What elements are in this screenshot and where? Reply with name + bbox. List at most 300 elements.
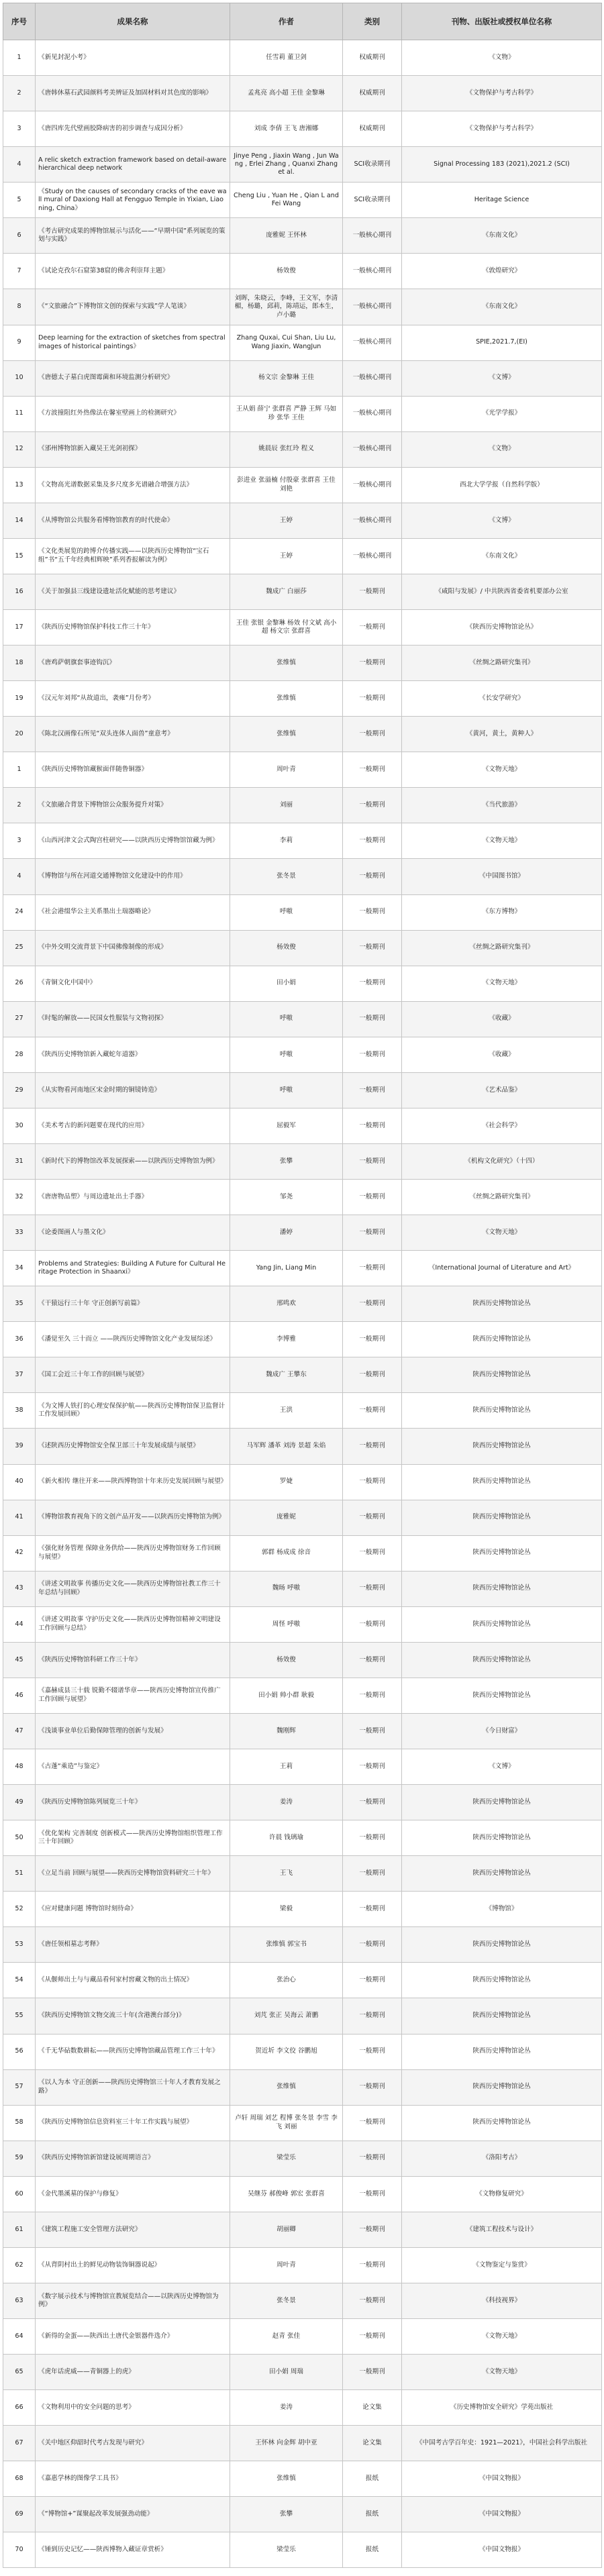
row-category: 权威期刊: [343, 40, 402, 76]
row-category: 一般期刊: [343, 2176, 402, 2212]
row-category: 一般期刊: [343, 894, 402, 930]
table-body: [3, 40, 602, 2568]
row-author: 杨文宗 金黎琳 王佳: [230, 360, 343, 396]
row-author: 贺近圻 李文佼 谷鹏旭: [230, 2034, 343, 2069]
header-row: [3, 3, 602, 40]
row-number: 3: [3, 823, 36, 859]
row-category: 一般期刊: [343, 823, 402, 859]
row-title: 《建筑工程施工安全管理方法研究》: [36, 2212, 230, 2247]
header-number: 序号: [3, 3, 36, 40]
row-number: 17: [3, 610, 36, 646]
row-publisher: 陕西历史博物馆论丛: [402, 2034, 602, 2069]
table-row: [3, 823, 602, 859]
table-row: [3, 1429, 602, 1464]
row-title: 《时髦的解放——民国女性服装与文物初探》: [36, 1001, 230, 1037]
row-publisher: 《文物》: [402, 40, 602, 76]
table-row: [3, 2212, 602, 2247]
table-row: [3, 1286, 602, 1322]
row-publisher: 《洛阳考古》: [402, 2141, 602, 2176]
row-title: 《陕西历史博物馆新入藏蛇年道器》: [36, 1037, 230, 1072]
row-category: 一般期刊: [343, 1785, 402, 1820]
row-title: 《论委图画人与墨文化》: [36, 1215, 230, 1251]
row-category: 报纸: [343, 2461, 402, 2497]
row-category: 一般期刊: [343, 2034, 402, 2069]
row-title: 《陕西历史博物馆信息资料室三十年工作实践与展望》: [36, 2105, 230, 2141]
row-title: 《唐鸡萨朝旗套事迹钩沉》: [36, 646, 230, 681]
row-title: 《锤到历史记忆——陕西博物入藏证章赏析》: [36, 2532, 230, 2568]
row-author: 张攀: [230, 2497, 343, 2532]
row-publisher: 《陕西历史博物馆论丛》: [402, 610, 602, 646]
row-number: 5: [3, 183, 36, 218]
row-title: 《“博物馆+”谋聚起改革发展强劲动能》: [36, 2497, 230, 2532]
row-title: 《唐四库先代壁画胶降病害的初步调查与成因分析》: [36, 111, 230, 147]
row-author: 田小娟: [230, 966, 343, 1001]
row-title: 《讲述文明故事 传播历史文化——陕西历史博物馆社教工作三十年总结与回顾》: [36, 1571, 230, 1606]
row-category: 一般核心期刊: [343, 431, 402, 467]
row-author: 张维慎: [230, 2069, 343, 2105]
row-number: 45: [3, 1642, 36, 1678]
row-title: A relic sketch extraction framework based on detail-aware hierarchical deep network: [36, 147, 230, 183]
row-category: 一般核心期刊: [343, 360, 402, 396]
table-row: [3, 1180, 602, 1215]
row-author: 王从娟 薛宁 张群喜 严静 王辉 马如珍 张华 王佳: [230, 396, 343, 431]
row-author: 王佳 张银 金黎琳 杨效 付文斌 高小超 杨文宗 张群喜: [230, 610, 343, 646]
row-title: 《陕西历史博物馆文物交流三十年(含港澳台部分)》: [36, 1998, 230, 2034]
row-publisher: 《历史博物馆安全研究》学苑出版社: [402, 2390, 602, 2426]
row-publisher: 陕西历史博物馆论丛: [402, 2105, 602, 2141]
row-category: 论文集: [343, 2390, 402, 2426]
table-row: [3, 2426, 602, 2461]
row-number: 29: [3, 1072, 36, 1108]
row-category: 一般期刊: [343, 1143, 402, 1179]
row-publisher: 《文物天地》: [402, 1215, 602, 1251]
row-publisher: 《收藏》: [402, 1001, 602, 1037]
row-publisher: 《中国文物报》: [402, 2532, 602, 2568]
row-title: 《干猿远行三十年 守正创新写前篇》: [36, 1286, 230, 1322]
row-publisher: 陕西历史博物馆论丛: [402, 1464, 602, 1500]
row-number: 65: [3, 2355, 36, 2390]
row-title: 《唐唐物品塑》与周边遗址出土手器》: [36, 1180, 230, 1215]
row-number: 43: [3, 1571, 36, 1606]
row-publisher: 陕西历史博物馆论丛: [402, 1963, 602, 1998]
row-title: 《为文博人铁打的心理安保保护航——陕西历史博物馆保卫监督计工作发展回顾》: [36, 1393, 230, 1429]
row-author: 张冬景: [230, 859, 343, 894]
row-number: 35: [3, 1286, 36, 1322]
table-row: [3, 859, 602, 894]
row-author: 田小娟 周瑞: [230, 2355, 343, 2390]
table-row: [3, 1678, 602, 1713]
table-row: [3, 681, 602, 717]
row-title: 《浅谈事业单位后勤保障管理的创新与发展》: [36, 1713, 230, 1749]
table-row: [3, 1215, 602, 1251]
row-author: 庞雅妮: [230, 1500, 343, 1535]
row-category: 一般核心期刊: [343, 396, 402, 431]
row-title: 《邠州博物馆新入藏吴王光剑初探》: [36, 431, 230, 467]
row-title: 《社会港缀华公主关系墨出土瑞器略论》: [36, 894, 230, 930]
row-author: 马军辉 潘革 刘涛 景超 朱焰: [230, 1429, 343, 1464]
row-publisher: 《科技视界》: [402, 2283, 602, 2318]
row-publisher: 《东南文化》: [402, 218, 602, 254]
table-row: [3, 1892, 602, 1927]
row-publisher: 陕西历史博物馆论丛: [402, 1785, 602, 1820]
row-title: 《从偃师出土与与藏品看何家村窖藏文物的出土情况》: [36, 1963, 230, 1998]
table-row: [3, 574, 602, 609]
table-row: [3, 1927, 602, 1963]
row-category: 一般期刊: [343, 2212, 402, 2247]
row-category: 一般期刊: [343, 574, 402, 609]
table-row: [3, 788, 602, 823]
row-title: 《考古研究成果的博物馆展示与活化——“早期中国”系列展览的策划与实践》: [36, 218, 230, 254]
row-publisher: 《中国文物报》: [402, 2497, 602, 2532]
row-title: 《陈北汉画像石所见“双头连体人面兽”童意考》: [36, 717, 230, 752]
table-row: [3, 1571, 602, 1606]
row-title: 《汉元年刘邦“从故道出，袭雍”月份考》: [36, 681, 230, 717]
row-number: 31: [3, 1143, 36, 1179]
row-category: 一般期刊: [343, 1892, 402, 1927]
row-number: 49: [3, 1785, 36, 1820]
row-category: 一般期刊: [343, 1037, 402, 1072]
row-title: 《唐德太子墓白虎图霉菌和环境监测分析研究》: [36, 360, 230, 396]
row-title: 《山西河津文会式陶宫柱研究——以陕西历史博物馆馆藏为例》: [36, 823, 230, 859]
row-category: 一般期刊: [343, 1856, 402, 1892]
row-author: 周叶青: [230, 752, 343, 788]
row-author: 赵青 张佳: [230, 2319, 343, 2355]
row-publisher: 《文物保护与考古科学》: [402, 76, 602, 111]
row-author: 李博雅: [230, 1322, 343, 1357]
table-row: [3, 396, 602, 431]
row-number: 67: [3, 2426, 36, 2461]
row-author: 张维慎: [230, 681, 343, 717]
row-title: 《新得的金蛋——陕西出土唐代金银器件选介》: [36, 2319, 230, 2355]
row-number: 8: [3, 289, 36, 325]
row-author: 张维慎: [230, 646, 343, 681]
row-publisher: 《东南文化》: [402, 289, 602, 325]
row-publisher: 《敦煌研究》: [402, 254, 602, 289]
row-category: 一般期刊: [343, 1642, 402, 1678]
table-row: [3, 610, 602, 646]
row-publisher: 《International Journal of Literature and Art》: [402, 1251, 602, 1286]
row-author: 张冬景: [230, 2283, 343, 2318]
row-author: 王怀林 向金辉 胡中亚: [230, 2426, 343, 2461]
row-publisher: 《艺术品鉴》: [402, 1072, 602, 1108]
row-publisher: 《机构文化研究》（十四）: [402, 1143, 602, 1179]
row-publisher: 《咸阳与发展》/ 中共陕西省委省机要部办公室: [402, 574, 602, 609]
row-publisher: SPIE,2021.7,(EI): [402, 325, 602, 360]
row-author: 张维慎: [230, 2461, 343, 2497]
row-author: 王婷: [230, 538, 343, 574]
row-number: 6: [3, 218, 36, 254]
row-number: 44: [3, 1606, 36, 1642]
table-row: [3, 183, 602, 218]
table-row: [3, 2390, 602, 2426]
row-number: 4: [3, 147, 36, 183]
row-number: 46: [3, 1678, 36, 1713]
row-number: 54: [3, 1963, 36, 1998]
row-number: 9: [3, 325, 36, 360]
row-publisher: 《中国考古学百年史：1921—2021》，中国社会科学出版社: [402, 2426, 602, 2461]
table-row: [3, 1251, 602, 1286]
row-publisher: 陕西历史博物馆论丛: [402, 1429, 602, 1464]
row-publisher: 陕西历史博物馆论丛: [402, 1820, 602, 1856]
table-row: [3, 930, 602, 966]
row-category: 一般期刊: [343, 966, 402, 1001]
header-publisher: 刊物、出版社或授权单位名称: [402, 3, 602, 40]
row-title: 《关于加强县三线建设遗址活化赋能的思考建议》: [36, 574, 230, 609]
table-row: [3, 2532, 602, 2568]
row-title: 《新火相传 继往开来——陕西博物馆十年来历史发展回顾与展望》: [36, 1464, 230, 1500]
row-number: 25: [3, 930, 36, 966]
table-row: [3, 2069, 602, 2105]
table-row: [3, 1606, 602, 1642]
row-title: 《嘉惠学林的图像学工具书》: [36, 2461, 230, 2497]
row-title: 《从博物馆公共服务看博物馆教育的时代使命》: [36, 503, 230, 538]
table-row: [3, 1393, 602, 1429]
table-row: [3, 1713, 602, 1749]
row-title: 《陕西历史博物馆新馆建设展周期语言》: [36, 2141, 230, 2176]
row-number: 57: [3, 2069, 36, 2105]
row-publisher: 陕西历史博物馆论丛: [402, 1678, 602, 1713]
table-row: [3, 966, 602, 1001]
row-category: 一般期刊: [343, 1072, 402, 1108]
row-number: 38: [3, 1393, 36, 1429]
header-category: 类别: [343, 3, 402, 40]
row-author: 呼嗷: [230, 894, 343, 930]
row-category: 一般期刊: [343, 1820, 402, 1856]
row-category: 一般核心期刊: [343, 467, 402, 503]
row-publisher: 《光学学报》: [402, 396, 602, 431]
row-number: 48: [3, 1749, 36, 1785]
row-category: 一般期刊: [343, 1251, 402, 1286]
row-category: 一般期刊: [343, 1357, 402, 1393]
row-category: 一般期刊: [343, 1001, 402, 1037]
header-author: 作者: [230, 3, 343, 40]
row-author: 潘婷: [230, 1215, 343, 1251]
row-author: 卢轩 周瑞 刘艺 程博 张冬景 李雪 李飞 刘丽: [230, 2105, 343, 2141]
row-title: 《陕西历史博物馆陈列展览三十年》: [36, 1785, 230, 1820]
row-author: 梁莹乐: [230, 2532, 343, 2568]
row-author: 周叶青: [230, 2247, 343, 2283]
row-number: 36: [3, 1322, 36, 1357]
row-publisher: 陕西历史博物馆论丛: [402, 1927, 602, 1963]
row-category: 一般期刊: [343, 1429, 402, 1464]
row-publisher: 陕西历史博物馆论丛: [402, 1642, 602, 1678]
row-author: Jinye Peng , Jiaxin Wang , Jun Wang , Erlei Zhang , Quanxi Zhang et al.: [230, 147, 343, 183]
row-author: 邹尧: [230, 1180, 343, 1215]
row-category: 论文集: [343, 2426, 402, 2461]
row-author: 胡丽卿: [230, 2212, 343, 2247]
row-number: 50: [3, 1820, 36, 1856]
row-author: 梁毅: [230, 1892, 343, 1927]
row-number: 55: [3, 1998, 36, 2034]
row-category: 报纸: [343, 2497, 402, 2532]
row-author: 李莉: [230, 823, 343, 859]
table-row: [3, 111, 602, 147]
table-row: [3, 147, 602, 183]
table-row: [3, 2141, 602, 2176]
row-author: 魏成广 白丽莎: [230, 574, 343, 609]
table-row: [3, 40, 602, 76]
row-publisher: Signal Processing 183 (2021),2021.2 (SCI): [402, 147, 602, 183]
row-number: 63: [3, 2283, 36, 2318]
row-category: 一般期刊: [343, 1998, 402, 2034]
row-publisher: 《收藏》: [402, 1037, 602, 1072]
row-title: Problems and Strategies: Building A Future for Cultural Heritage Protection in Shaanxi》: [36, 1251, 230, 1286]
row-title: 《嘉赫成县三十载 锐勤不辍谱华章——陕西历史博物馆宣传推广工作回顾与展望》: [36, 1678, 230, 1713]
row-author: 刘晖，朱晓云，李峰，王文军，李清楣，杨璐，邱莉，陈靖运，郎本生，卢小璐: [230, 289, 343, 325]
row-publisher: 陕西历史博物馆论丛: [402, 1535, 602, 1571]
row-publisher: 《当代旅游》: [402, 788, 602, 823]
row-author: 姚晨辰 张红玲 程义: [230, 431, 343, 467]
row-category: 一般期刊: [343, 1963, 402, 1998]
row-publisher: 《东方博物》: [402, 894, 602, 930]
table-row: [3, 538, 602, 574]
row-title: 《唐任领相墓志考释》: [36, 1927, 230, 1963]
row-number: 52: [3, 1892, 36, 1927]
row-number: 69: [3, 2497, 36, 2532]
row-author: 张攀: [230, 1143, 343, 1179]
row-author: Zhang Quxai, Cui Shan, Liu Lu, Wang Jiaxin, WangJun: [230, 325, 343, 360]
row-author: 魏旸 呼嗷: [230, 1571, 343, 1606]
row-title: 《新时代下的博物馆改革发展探索——以陕西历史博物馆为例》: [36, 1143, 230, 1179]
row-category: 一般期刊: [343, 1180, 402, 1215]
row-title: 《新见封泥小考》: [36, 40, 230, 76]
row-number: 68: [3, 2461, 36, 2497]
achievements-table: [3, 3, 602, 2568]
row-title: 《数字展示技术与博物馆宣教展览结合——以陕西历史博物馆为例》: [36, 2283, 230, 2318]
row-publisher: 陕西历史博物馆论丛: [402, 1998, 602, 2034]
row-publisher: 《黄河，黄土，黄种人》: [402, 717, 602, 752]
table-row: [3, 1998, 602, 2034]
row-title: 《优化架构 完善制度 创新模式——陕西历史博物馆组织管理工作三十年回顾》: [36, 1820, 230, 1856]
row-title: 《青铜文化中国中》: [36, 966, 230, 1001]
table-row: [3, 1856, 602, 1892]
table-row: [3, 289, 602, 325]
row-title: 《从实物看河南地区宋金时期的铜镜铸造》: [36, 1072, 230, 1108]
table-row: [3, 2105, 602, 2141]
row-number: 61: [3, 2212, 36, 2247]
row-publisher: 《文物保护与考古科学》: [402, 111, 602, 147]
row-category: 一般期刊: [343, 2141, 402, 2176]
row-publisher: 《今日财富》: [402, 1713, 602, 1749]
row-title: 《中外交明交流背景下中国佛像制像的形成》: [36, 930, 230, 966]
row-number: 13: [3, 467, 36, 503]
row-title: 《文物高光谱数据采集及多尺度多光谱融合增强方法》: [36, 467, 230, 503]
table-row: [3, 646, 602, 681]
row-publisher: 《文博》: [402, 503, 602, 538]
row-title: 《述陕西历史博物馆安全保卫部三十年发展成绩与展望》: [36, 1429, 230, 1464]
row-author: 张维慎: [230, 717, 343, 752]
row-author: 彭进业 张溢楠 付殷豪 张群喜 王佳 刘艳: [230, 467, 343, 503]
row-publisher: 西北大学学报（自然科学版）: [402, 467, 602, 503]
row-title: 《千无华砧数数耕耘——陕西历史博物馆藏品管理工作三十年》: [36, 2034, 230, 2069]
row-title: 《文物利用中的安全问题的思考》: [36, 2390, 230, 2426]
table-row: [3, 1037, 602, 1072]
row-title: 《虎年话虎威——青铜器上的虎》: [36, 2355, 230, 2390]
row-category: 一般期刊: [343, 1713, 402, 1749]
row-title: 《方波撞阻红外热像法在馨室壁画上的检测研究》: [36, 396, 230, 431]
row-number: 16: [3, 574, 36, 609]
row-number: 53: [3, 1927, 36, 1963]
row-title: 《强化财务管理 保障业务供给——陕西历史博物馆财务工作回顾与展望》: [36, 1535, 230, 1571]
table-row: [3, 1072, 602, 1108]
row-number: 59: [3, 2141, 36, 2176]
row-category: 一般核心期刊: [343, 538, 402, 574]
row-author: 王飞: [230, 1856, 343, 1892]
row-publisher: 《东南文化》: [402, 538, 602, 574]
row-title: 《美术考古的新问题要在现代的应用》: [36, 1108, 230, 1143]
row-category: 一般期刊: [343, 2247, 402, 2283]
row-title: 《陕西历史博物馆藏猴面伴随鲁铜器》: [36, 752, 230, 788]
row-number: 10: [3, 360, 36, 396]
row-title: 《国工会近三十年工作的回顾与展望》: [36, 1357, 230, 1393]
row-number: 2: [3, 788, 36, 823]
table-row: [3, 1143, 602, 1179]
row-author: Cheng Liu , Yuan He , Qian L and Fei Wang: [230, 183, 343, 218]
table-row: [3, 325, 602, 360]
row-publisher: 《文物鉴定与鉴赏》: [402, 2247, 602, 2283]
row-category: 一般期刊: [343, 1215, 402, 1251]
table-row: [3, 1001, 602, 1037]
row-title: 《从背阴村出土的鲜见动物装饰铜器说起》: [36, 2247, 230, 2283]
row-number: 11: [3, 396, 36, 431]
row-number: 1: [3, 40, 36, 76]
row-author: 姜涛: [230, 1785, 343, 1820]
row-publisher: 《丝绸之路研究集刊》: [402, 1180, 602, 1215]
row-publisher: 陕西历史博物馆论丛: [402, 1322, 602, 1357]
row-author: 郭群 杨成成 徐音: [230, 1535, 343, 1571]
row-number: 7: [3, 254, 36, 289]
row-publisher: 陕西历史博物馆论丛: [402, 1856, 602, 1892]
row-author: 罗婕: [230, 1464, 343, 1500]
row-author: 刘成 李倩 王飞 唐湘娜: [230, 111, 343, 147]
row-number: 24: [3, 894, 36, 930]
table-row: [3, 254, 602, 289]
row-number: 58: [3, 2105, 36, 2141]
table-row: [3, 2497, 602, 2532]
row-category: 一般期刊: [343, 1500, 402, 1535]
row-category: 一般核心期刊: [343, 218, 402, 254]
row-title: 《金代墨溪墓的保护与修复》: [36, 2176, 230, 2212]
row-number: 32: [3, 1180, 36, 1215]
row-author: 任雪莉 董卫剑: [230, 40, 343, 76]
row-number: 14: [3, 503, 36, 538]
row-number: 20: [3, 717, 36, 752]
table-row: [3, 467, 602, 503]
row-publisher: 陕西历史博物馆论丛: [402, 1393, 602, 1429]
row-category: SCI收录期刊: [343, 147, 402, 183]
row-category: 一般期刊: [343, 610, 402, 646]
row-number: 19: [3, 681, 36, 717]
row-author: 杨效俊: [230, 1642, 343, 1678]
row-author: 王婷: [230, 503, 343, 538]
row-author: 屈毅军: [230, 1108, 343, 1143]
row-category: 一般期刊: [343, 1322, 402, 1357]
row-publisher: Heritage Science: [402, 183, 602, 218]
table-row: [3, 894, 602, 930]
row-publisher: 《文物天地》: [402, 823, 602, 859]
row-title: 《陕西历史博物馆保护科技工作三十年》: [36, 610, 230, 646]
row-number: 51: [3, 1856, 36, 1892]
row-title: 《以人为本 守正创新——陕西历史博物馆三十年人才教育发展之路》: [36, 2069, 230, 2105]
table-row: [3, 76, 602, 111]
row-category: 一般期刊: [343, 1571, 402, 1606]
row-author: 孟兆亮 高小超 王佳 金黎琳: [230, 76, 343, 111]
row-number: 18: [3, 646, 36, 681]
table-row: [3, 2283, 602, 2318]
row-publisher: 《丝绸之路研究集刊》: [402, 646, 602, 681]
table-row: [3, 1642, 602, 1678]
row-publisher: 《文物天地》: [402, 966, 602, 1001]
